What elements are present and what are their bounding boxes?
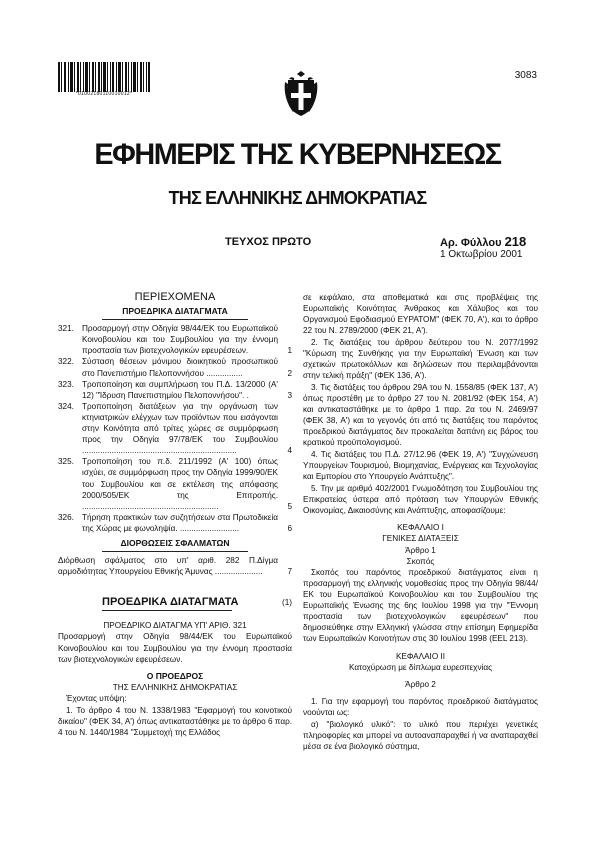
issue-date: 1 Οκτωβρίου 2001 [440, 249, 523, 260]
left-column [58, 292, 292, 739]
gazette-title: ΕΦΗΜΕΡΙΣ ΤΗΣ ΚΥΒΕΡΝΗΣΕΩΣ [94, 138, 501, 171]
paragraph: 3. Τις διατάξεις του άρθρου 29Α του Ν. 1558/85 (ΦΕΚ 137, Α') όπως προστέθη με το άρθρο 27 του Ν. 2081/92 (ΦΕΚ 154, Α') και αντικαταστάθηκε με το άρθρο 1 παρ. 2α του Ν. 2469/97 (ΦΕΚ 38, Α') και το γεγονός ότι από τις διατάξεις του παρόντος προεδρικού διατάγματος δεν προκαλείται δαπάνη εις βάρος του κρατικού προϋπολογισμού. [303, 382, 538, 448]
paragraph: 4. Τις διατάξεις του Π.Δ. 27/12.96 (ΦΕΚ 19, Α') "Συγχώνευση Υπουργείων Τουρισμού, Βιομηχανίας, Ενέργειας και Τεχνολογίας και Εμπορίου στο Υπουργείο Ανάπτυξης". [303, 449, 538, 481]
right-column [303, 292, 538, 753]
divider [102, 551, 248, 552]
toc-item[interactable]: 322. Σύσταση θέσεων μόνιμου διοικητικού προσωπικού στο Πανεπιστήμιο Πελοποννήσου ................ 2 [58, 357, 292, 378]
article-number: Άρθρο 2 [405, 680, 436, 690]
toc-item[interactable]: 326. Τήρηση πρακτικών των συζητήσεων στα Πρωτοδικεία της Χώρας με φωνοληψία. .......................... 6 [58, 512, 292, 533]
page-number: 3083 [514, 70, 537, 81]
decree-subject: Προσαρμογή στην Οδηγία 98/44/ΕΚ του Ευρωπαϊκού Κοινοβουλίου και του Συμβουλίου για την έννομη προστασία των βιοτεχνολογικών εφευρέσεων. [58, 632, 292, 664]
divider [102, 610, 232, 611]
paragraph: σε κεφάλαιο, στα αποθεματικά και στις προβλέψεις της Ευρωπαϊκής Κοινότητας Άνθρακος και Χάλυβος και του Οργανισμού Εφοδιασμού ΕΥΡΑΤΟΜ" (ΦΕΚ 70, Α'), και το άρθρο 22 του Ν. 2789/2000 (ΦΕΚ 21, Α'). [303, 293, 538, 336]
chapter-title: Κατοχύρωση με δίπλωμα ευρεσιτεχνίας [348, 663, 493, 672]
divider [102, 319, 248, 320]
toc-section-corrections: ΔΙΟΡΘΩΣΕΙΣ ΣΦΑΛΜΑΤΩΝ [120, 537, 230, 548]
paragraph: 2. Τις διατάξεις του άρθρου δεύτερου του Ν. 2077/1992 "Κύρωση της Συνθήκης για την Ευρωπαϊκή Ένωση και των σχετικών πρωτοκόλλων και δηλώσεων που περιλαμβάνονται στην τελική πράξη" (ΦΕΚ 136, Α'). [303, 337, 538, 381]
article-title: Σκοπός [406, 556, 435, 566]
body-heading-row [58, 589, 292, 608]
president-heading: Ο ΠΡΟΕΔΡΟΣ [146, 671, 204, 682]
chapter-number: ΚΕΦΑΛΑΙΟ Ι [397, 523, 444, 533]
president-subheading: ΤΗΣ ΕΛΛΗΝΙΚΗΣ ΔΗΜΟΚΡΑΤΙΑΣ [112, 683, 238, 693]
sheet-number: Αρ. Φύλλου 218 [440, 234, 527, 249]
body-heading: ΠΡΟΕΔΡΙΚΑ ΔΙΑΤΑΓΜΑΤΑ [102, 596, 239, 609]
paragraph: 1. Για την εφαρμογή του παρόντος προεδρικού διατάγματος νοούνται ως: [303, 697, 538, 718]
paragraph: 5. Την με αριθμό 402/2001 Γνωμοδότηση του Συμβουλίου της Επικρατείας ύστερα από πρόταση των Υπουργών Εθνικής Οικονομίας, Δικαιοσύνης και Ανάπτυξης, αποφασίζουμε: [303, 483, 538, 515]
chapter-title: ΓΕΝΙΚΕΣ ΔΙΑΤΑΞΕΙΣ [382, 534, 459, 544]
heading-mark: (1) [281, 598, 292, 608]
having-regard: Έχοντας υπόψη: [66, 694, 127, 704]
barcode [58, 62, 150, 92]
paragraph: Σκοπός του παρόντος προεδρικού διατάγματος είναι η προσαρμογή της ελληνικής νομοθεσίας προς την Οδηγία 98/44/ΕΚ του Ευρωπαϊκού Κοινοβουλίου και του Συμβουλίου της Ευρωπαϊκής Ένωσης της 6ης Ιουλίου 1998 για την "Έννομη προστασία των βιοτεχνολογικών εφευρέσεων" που δημοσιεύθηκε στην Ελληνική γλώσσα στην επίσημη Εφημερίδα των Ευρωπαϊκών Κοινοτήτων στις 30 Ιουλίου 1998 (EEL 213). [303, 567, 538, 644]
toc-item[interactable]: 321. Προσαρμογή στην Οδηγία 98/44/ΕΚ του Ευρωπαϊκού Κοινοβουλίου και του Συμβουλίου για την έννομη προστασία των βιοτεχνολογικών εφευρέσεων. 1 [58, 324, 292, 356]
article-number: Άρθρο 1 [405, 545, 436, 555]
paragraph: α) "βιολογικό υλικό": το υλικό που περιέχει γενετικές πληροφορίες και μπορεί να αυτοαναπαραχθεί ή να αναπαραχθεί μέσα σε ένα βιολογικό σύστημα, [303, 719, 538, 752]
toc-section-decrees: ΠΡΟΕΔΡΙΚΑ ΔΙΑΤΑΓΜΑΤΑ [122, 306, 228, 317]
decree-number: ΠΡΟΕΔΡΙΚΟ ΔΙΑΤΑΓΜΑ ΥΠ' ΑΡΙΘ. 321 [103, 621, 247, 631]
toc-heading: ΠΕΡΙΕΧΟΜΕΝΑ [134, 291, 216, 303]
issue-label: ΤΕΥΧΟΣ ΠΡΩΤΟ [225, 236, 312, 248]
toc-item[interactable]: 325. Τροποποίηση του π.δ. 211/1992 (Α' 100) όπως ισχύει, σε συμμόρφωση προς την Οδηγία 1999/90/ΕΚ του Συμβουλίου και σε εκτέλεση της απόφασης 2000/505/ΕΚ της Επιτροπής. ............................................................ 5 [58, 457, 292, 511]
toc-item[interactable]: 324. Τροποποίηση διατάξεων για την οργάνωση των κτηνιατρικών ελέγχων των προϊόντων που εισάγονται στην Κοινότητα από τρίτες χώρες σε συμμόρφωση προς την Οδηγία 97/78/ΕΚ του Συμβουλίου .................................................................... 4 [58, 401, 292, 456]
toc-item[interactable]: 323. Τροποποίηση και συμπλήρωση του Π.Δ. 13/2000 (Α' 12) "Ίδρυση Πανεπιστημίου Πελοποννήσου". . 3 [58, 379, 292, 400]
toc-item[interactable]: Διόρθωση σφάλματος στο υπ' αριθ. 282 Π.Δίγμα αρμοδιότητας Υπουργείου Εθνικής Άμυνας ..................... 7 [58, 556, 292, 577]
coat-of-arms-icon [283, 70, 319, 118]
barcode-number: *01002180110010012* [75, 91, 133, 97]
gazette-subtitle: ΤΗΣ ΕΛΛΗΝΙΚΗΣ ΔΗΜΟΚΡΑΤΙΑΣ [168, 188, 427, 208]
paragraph: 1. Το άρθρο 4 του Ν. 1338/1983 "Εφαρμογή του κοινοτικού δικαίου" (ΦΕΚ 34, Α') όπως αντικαταστάθηκε με το άρθρο 6 παρ. 4 του Ν. 1440/1984 "Συμμετοχή της Ελλάδος [58, 706, 292, 738]
chapter-number: ΚΕΦΑΛΑΙΟ ΙΙ [395, 651, 446, 661]
